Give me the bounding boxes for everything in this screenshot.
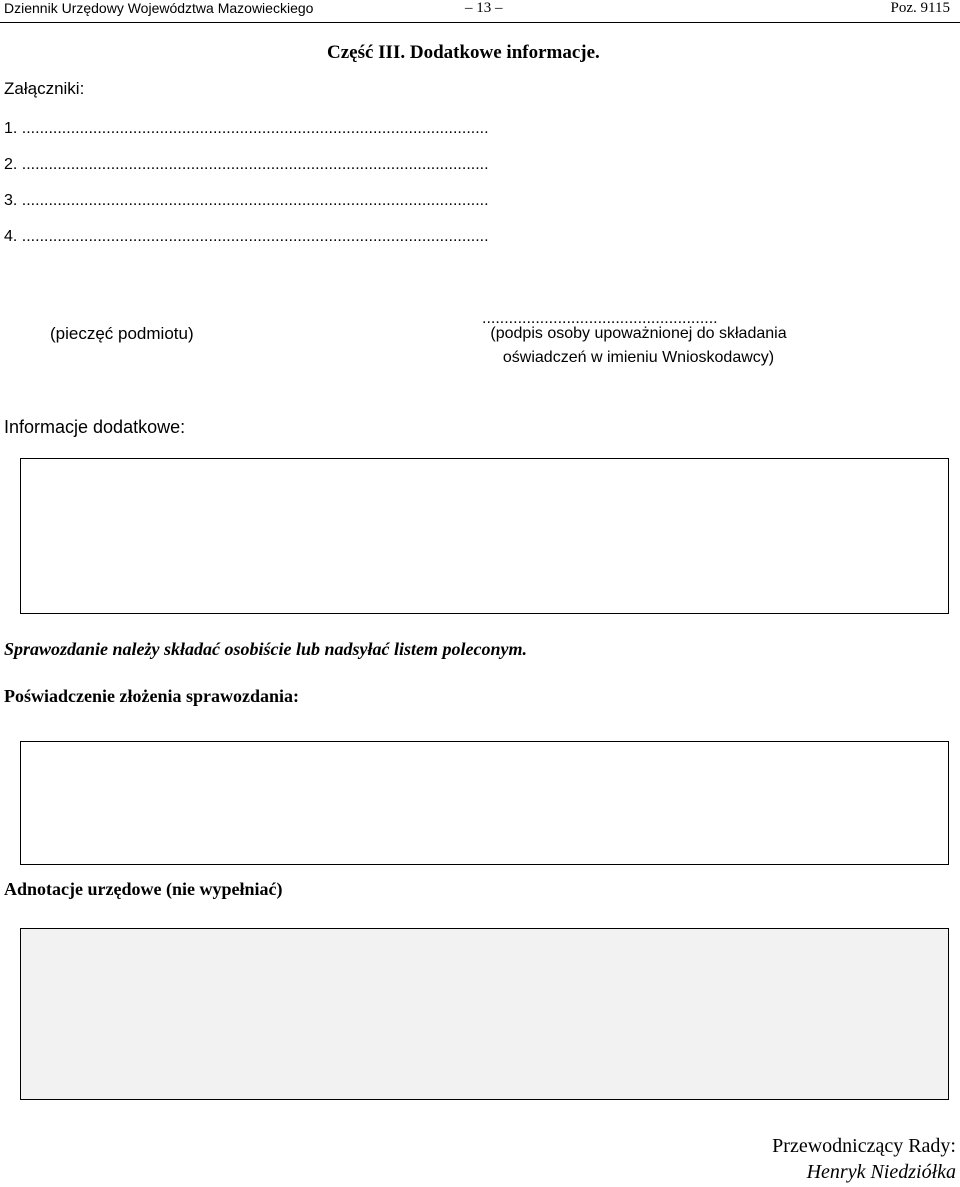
signatory-title: Przewodniczący Rady: xyxy=(772,1135,956,1157)
attachment-line-1: 1. ......................................................................................................... xyxy=(4,120,489,137)
position-number: Poz. 9115 xyxy=(890,0,950,16)
attachments-label: Załączniki: xyxy=(4,79,85,98)
official-notes-label: Adnotacje urzędowe (nie wypełniać) xyxy=(4,879,283,899)
attachment-line-3: 3. ......................................................................................................... xyxy=(4,192,489,209)
signature-label-line-1: (podpis osoby upoważnionej do składania xyxy=(490,325,787,342)
journal-title: Dziennik Urzędowy Województwa Mazowieckiego xyxy=(4,0,314,16)
additional-info-box[interactable] xyxy=(20,458,949,614)
official-notes-box xyxy=(20,928,949,1100)
submission-instruction: Sprawozdanie należy składać osobiście lub nadsyłać listem poleconym. xyxy=(4,639,527,659)
signature-label xyxy=(476,322,801,370)
header-divider xyxy=(0,22,960,23)
confirmation-label: Poświadczenie złożenia sprawozdania: xyxy=(4,686,299,706)
signature-dotted-line: ..................................................... xyxy=(482,310,718,327)
confirmation-box[interactable] xyxy=(20,741,949,865)
section-title: Część III. Dodatkowe informacje. xyxy=(327,42,600,63)
stamp-label: (pieczęć podmiotu) xyxy=(50,324,194,343)
additional-info-label: Informacje dodatkowe: xyxy=(4,417,186,437)
page-number: – 13 – xyxy=(465,0,503,16)
signatory-name: Henryk Niedziółka xyxy=(806,1161,956,1183)
attachment-line-2: 2. ......................................................................................................... xyxy=(4,156,489,173)
attachment-line-4: 4. ......................................................................................................... xyxy=(4,228,489,245)
signature-label-line-2: oświadczeń w imieniu Wnioskodawcy) xyxy=(502,349,775,366)
